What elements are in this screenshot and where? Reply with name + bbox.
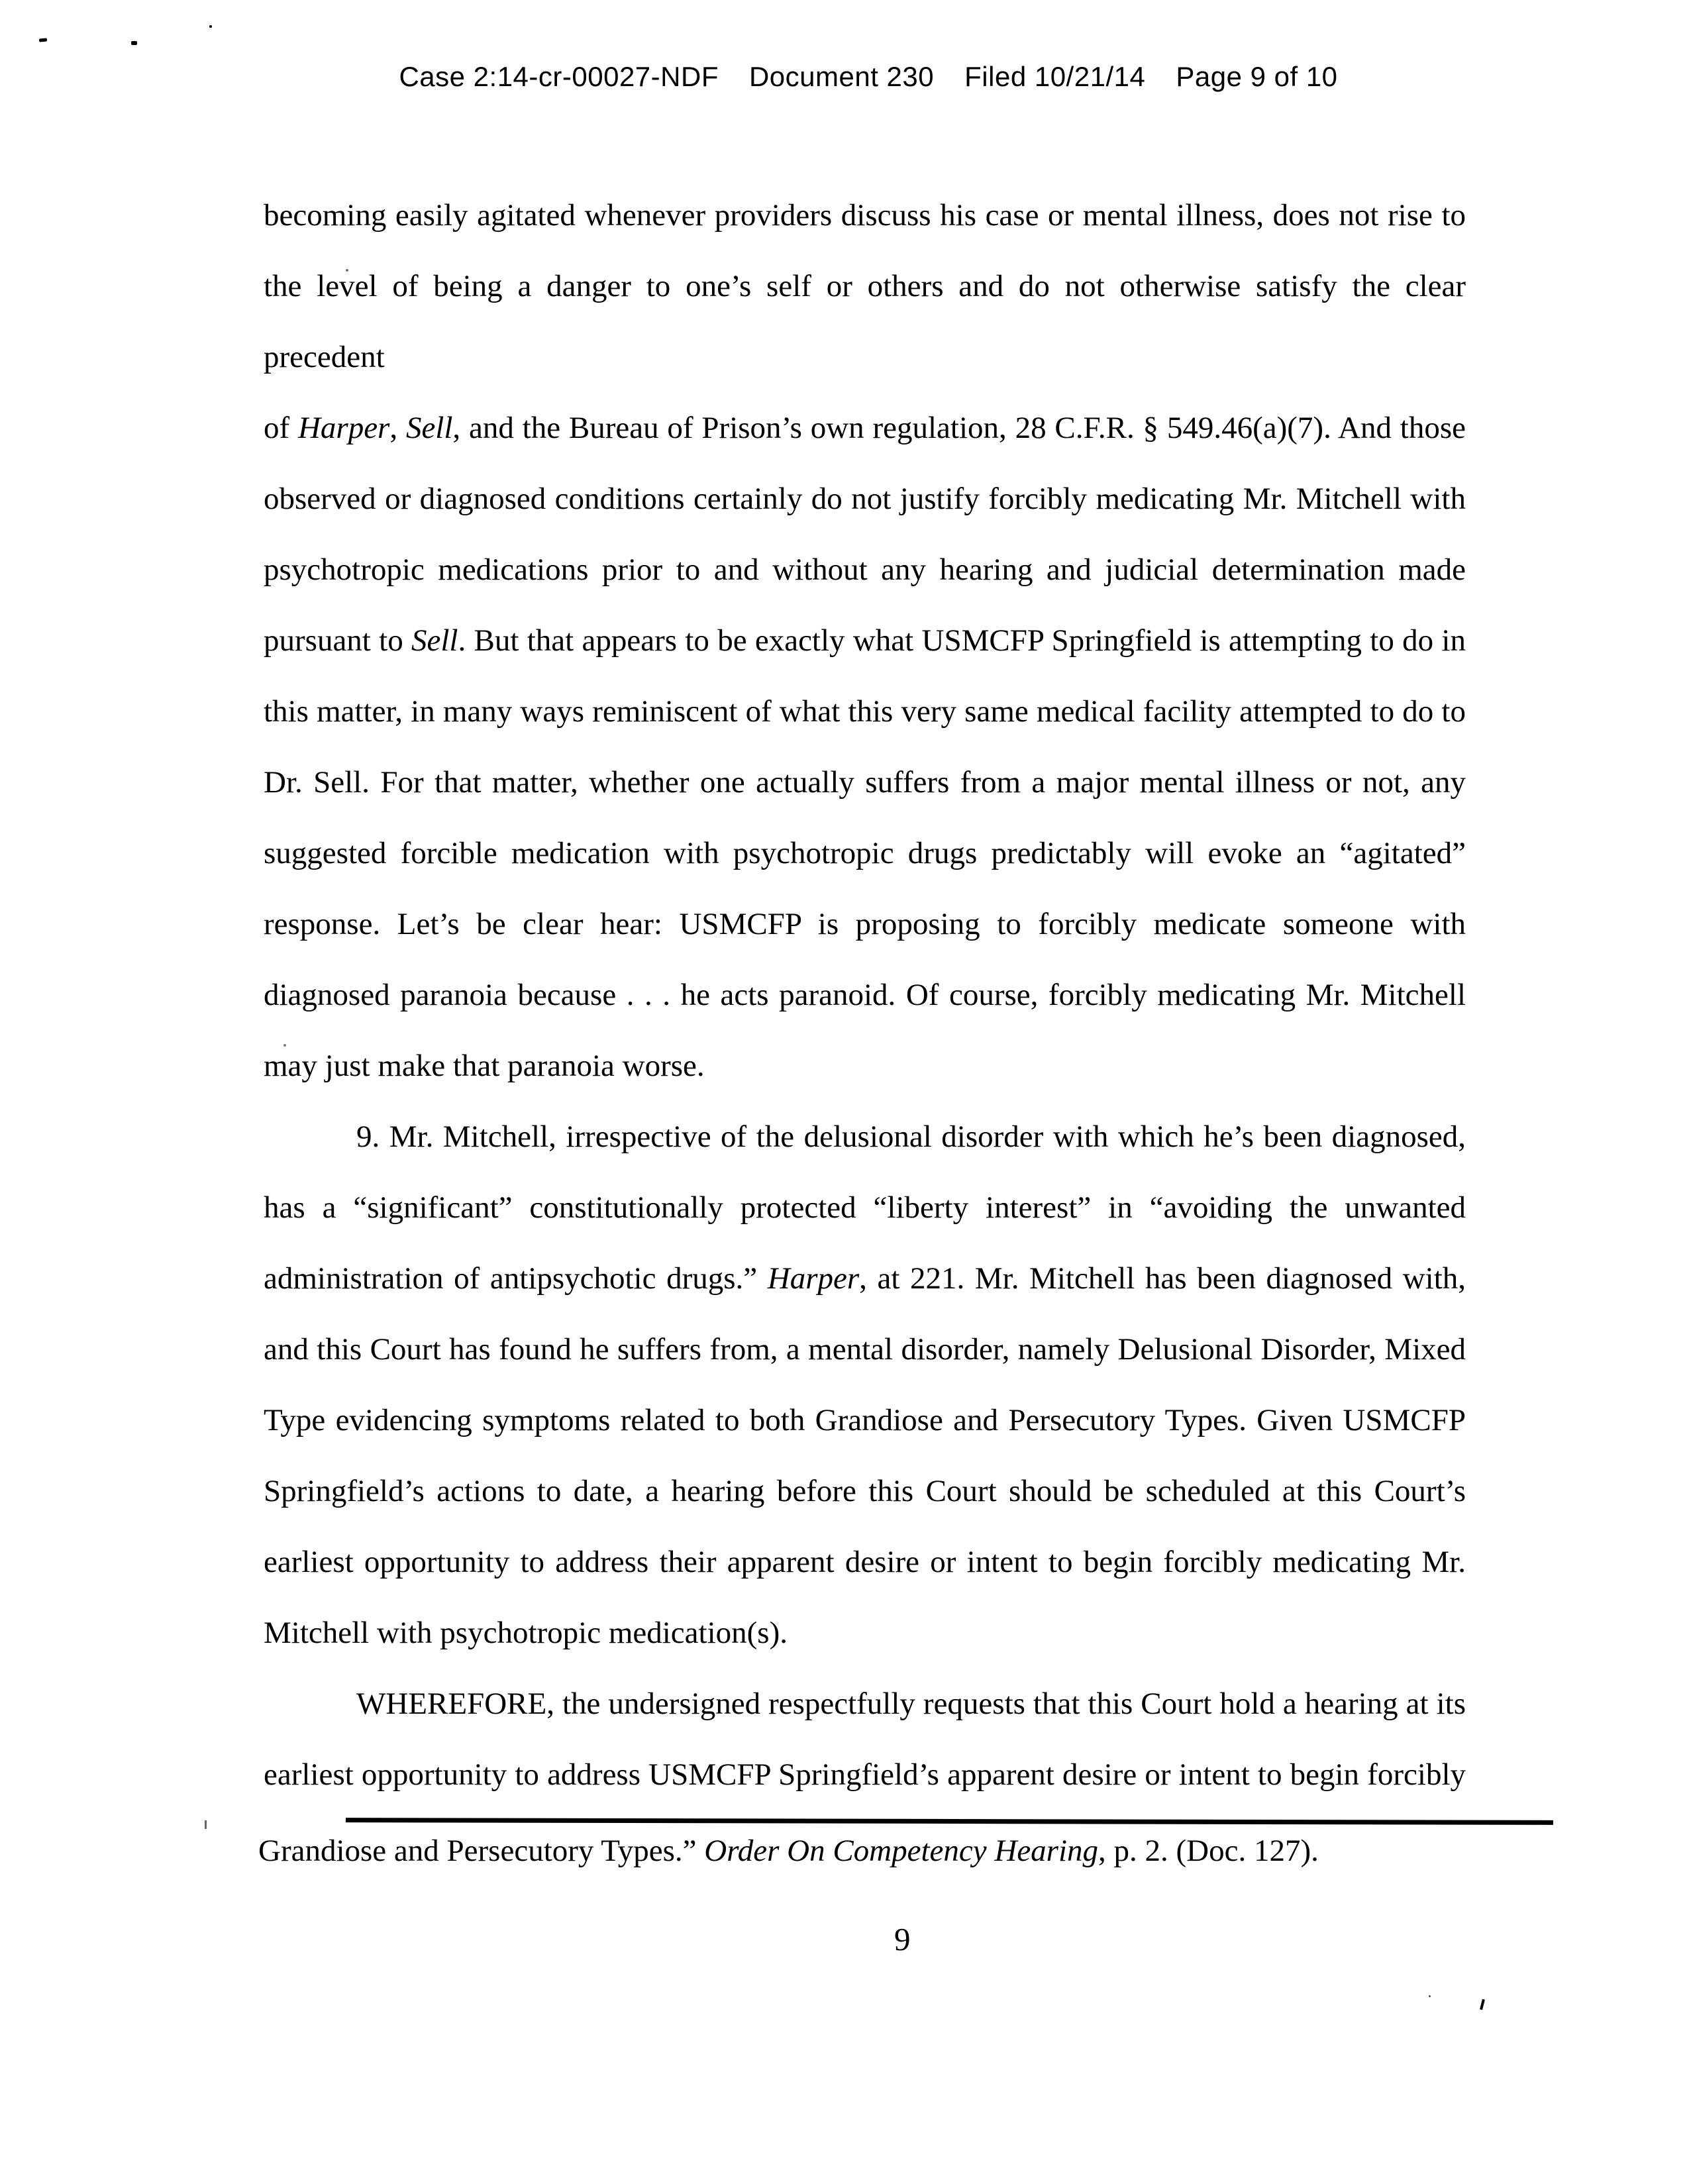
text-run: becoming easily agitated whenever providers discuss his case or mental illness, does not rise to xyxy=(264,198,1466,233)
header-page-count: Page 9 of 10 xyxy=(1176,61,1338,92)
text-run: diagnosed paranoia because . . . he acts paranoid. Of course, forcibly medicating Mr. Mitchell xyxy=(264,978,1466,1012)
scan-artifact xyxy=(205,1820,207,1829)
body-line xyxy=(264,747,1466,818)
text-run: 9. Mr. Mitchell, irrespective of the delusional disorder with which he’s been diagnosed, xyxy=(356,1119,1466,1154)
text-run: , p. 2. (Doc. 127). xyxy=(1098,1834,1319,1868)
body-line xyxy=(264,1172,1466,1243)
text-run: psychotropic medications prior to and without any hearing and judicial determination made xyxy=(264,552,1466,587)
scan-artifact xyxy=(1429,1995,1431,1997)
body-line xyxy=(264,1740,1466,1810)
text-run: . But that appears to be exactly what USMCFP Springfield is attempting to do in xyxy=(458,623,1466,658)
body-line xyxy=(264,464,1466,535)
footnote-text xyxy=(258,1823,1517,1879)
body-line xyxy=(264,1314,1466,1385)
text-run: , xyxy=(389,411,406,445)
header-filed-date: Filed 10/21/14 xyxy=(964,61,1146,92)
text-run: response. Let’s be clear hear: USMCFP is proposing to forcibly medicate someone with xyxy=(264,907,1466,941)
body-line xyxy=(264,251,1466,393)
text-run: Sell xyxy=(411,623,458,658)
text-run: this matter, in many ways reminiscent of what this very same medical facility attempted to do to xyxy=(264,694,1466,729)
body-line xyxy=(264,1669,1466,1740)
document-body xyxy=(264,180,1466,1810)
text-run: the level of being a danger to one’s self or others and do not otherwise satisfy the clear precedent xyxy=(264,269,1466,374)
text-run: Harper xyxy=(767,1261,860,1296)
body-line xyxy=(264,393,1466,464)
text-run: , at 221. Mr. Mitchell has been diagnosed with, xyxy=(859,1261,1466,1296)
body-line xyxy=(264,676,1466,747)
body-line xyxy=(264,535,1466,605)
text-run: earliest opportunity to address their apparent desire or intent to begin forcibly medicating Mr. xyxy=(264,1545,1466,1579)
scan-artifact xyxy=(1480,1999,1485,2010)
text-run: Harper xyxy=(297,411,390,445)
body-line xyxy=(264,1385,1466,1456)
text-run: of xyxy=(264,411,298,445)
text-run: earliest opportunity to address USMCFP Springfield’s apparent desire or intent to begin forcibly xyxy=(264,1757,1466,1792)
body-line xyxy=(264,605,1466,676)
text-run: , and the Bureau of Prison’s own regulation, 28 C.F.R. § 549.46(a)(7). And those xyxy=(452,411,1466,445)
body-line xyxy=(264,1243,1466,1314)
page-number: 9 xyxy=(894,1921,911,1957)
text-run: and this Court has found he suffers from, a mental disorder, namely Delusional Disorder, Mixed xyxy=(264,1332,1466,1367)
scan-artifact xyxy=(209,25,212,28)
text-run: suggested forcible medication with psychotropic drugs predictably will evoke an “agitated” xyxy=(264,836,1466,870)
text-run: has a “significant” constitutionally protected “liberty interest” in “avoiding the unwanted xyxy=(264,1190,1466,1225)
ecf-header-inner xyxy=(399,61,1337,93)
text-run: Type evidencing symptoms related to both Grandiose and Persecutory Types. Given USMCFP xyxy=(264,1403,1466,1437)
body-line xyxy=(264,1102,1466,1172)
body-line xyxy=(264,960,1466,1031)
header-case-number: Case 2:14-cr-00027-NDF xyxy=(399,61,719,92)
ecf-header-stamp xyxy=(0,61,1689,93)
text-run: administration of antipsychotic drugs.” xyxy=(264,1261,768,1296)
text-run: WHEREFORE, the undersigned respectfully requests that this Court hold a hearing at its xyxy=(356,1687,1466,1721)
body-line xyxy=(264,889,1466,960)
text-run: Mitchell with psychotropic medication(s). xyxy=(264,1616,788,1650)
scan-artifact xyxy=(39,38,47,42)
text-run: observed or diagnosed conditions certainly do not justify forcibly medicating Mr. Mitchell with xyxy=(264,482,1466,516)
body-line xyxy=(264,1031,1466,1102)
body-line xyxy=(264,1456,1466,1527)
text-run: pursuant to xyxy=(264,623,412,658)
header-document-number: Document 230 xyxy=(748,61,935,92)
text-run: Grandiose and Persecutory Types.” xyxy=(258,1834,705,1868)
text-run: may just make that paranoia worse. xyxy=(264,1049,705,1083)
scan-artifact xyxy=(131,41,137,45)
text-run: Springfield’s actions to date, a hearing before this Court should be scheduled at this Court’s xyxy=(264,1474,1466,1508)
body-line xyxy=(264,818,1466,889)
body-line xyxy=(264,1598,1466,1669)
text-run: Order On Competency Hearing xyxy=(704,1834,1099,1868)
body-line xyxy=(264,180,1466,251)
text-run: Sell xyxy=(405,411,453,445)
text-run: Dr. Sell. For that matter, whether one actually suffers from a major mental illness or not, any xyxy=(264,765,1466,800)
body-line xyxy=(264,1527,1466,1598)
